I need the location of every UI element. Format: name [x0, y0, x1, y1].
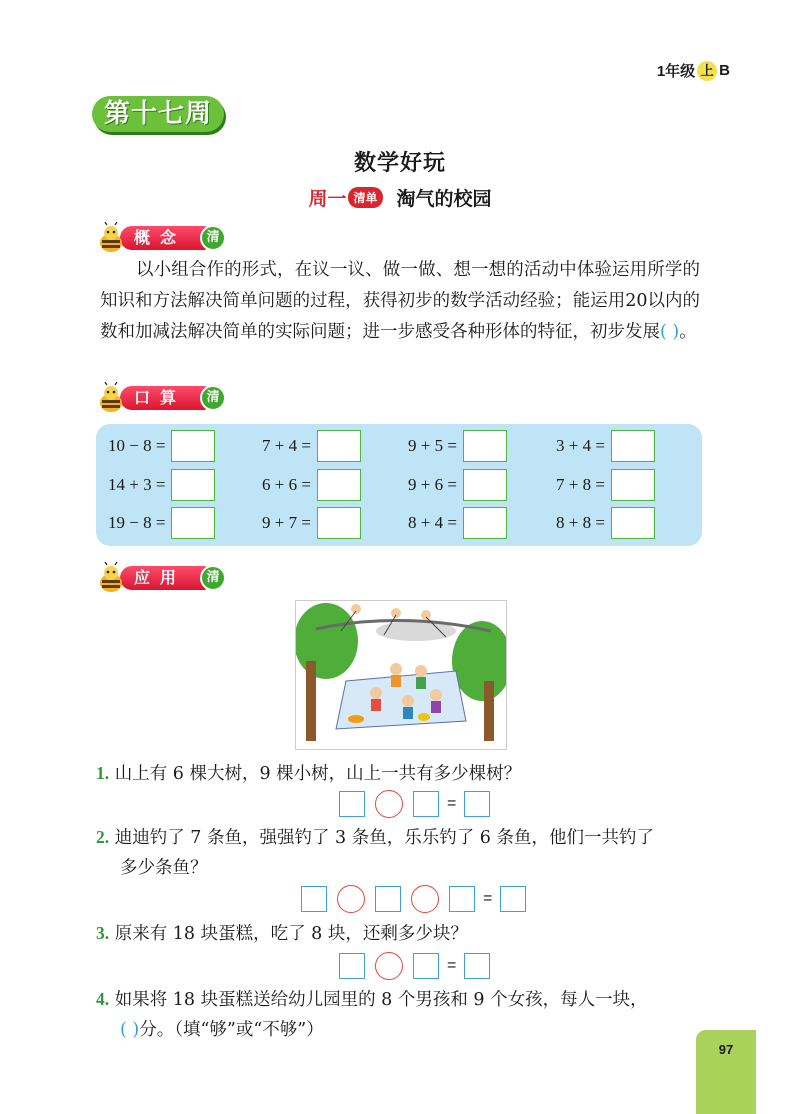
qing-badge: 清 [200, 565, 226, 591]
checklist-badge: 清单 [348, 187, 382, 208]
operator-circle[interactable] [337, 885, 365, 913]
answer-box[interactable] [611, 507, 655, 539]
operator-circle[interactable] [411, 885, 439, 913]
calc-expression: 8 + 4 = [408, 513, 457, 532]
calc-expression: 9 + 6 = [408, 475, 457, 494]
operator-circle[interactable] [375, 790, 403, 818]
calc-item [408, 507, 507, 539]
equals-sign: = [447, 795, 457, 812]
answer-box[interactable] [463, 469, 507, 501]
answer-box[interactable] [611, 469, 655, 501]
page-number: 97 [696, 1030, 756, 1114]
problem-number: 1. [96, 763, 110, 783]
equation-3 [333, 952, 496, 980]
problem-number: 2. [96, 827, 110, 847]
problem-4 [96, 984, 706, 1045]
problem-text: 迪迪钓了 7 条鱼，强强钓了 3 条鱼，乐乐钓了 6 条鱼，他们一共钓了 [114, 828, 654, 848]
equals-sign: = [447, 957, 457, 974]
qing-badge: 清 [200, 385, 226, 411]
equation-1 [333, 790, 496, 818]
calc-expression: 8 + 8 = [556, 513, 605, 532]
calc-item [556, 469, 655, 501]
answer-box[interactable] [317, 430, 361, 462]
problem-3 [96, 918, 706, 949]
bee-mascot-icon [96, 382, 126, 414]
qing-badge: 清 [200, 225, 226, 251]
page-title: 数学好玩 [353, 151, 446, 176]
answer-box[interactable] [463, 430, 507, 462]
equals-sign: = [483, 890, 493, 907]
grade-suffix: B [719, 62, 730, 79]
lesson-subtitle [0, 184, 800, 211]
calc-expression: 19 − 8 = [108, 513, 166, 532]
answer-box[interactable] [171, 469, 215, 501]
calc-item [262, 507, 361, 539]
result-box[interactable] [464, 791, 490, 817]
answer-box[interactable] [317, 507, 361, 539]
problem-text: 如果将 18 块蛋糕送给幼儿园里的 8 个男孩和 9 个女孩，每人一块， [114, 990, 648, 1010]
calc-expression: 9 + 5 = [408, 436, 457, 455]
answer-box[interactable] [611, 430, 655, 462]
section-label: 概念 [120, 226, 208, 250]
calc-item [108, 507, 215, 539]
operator-circle[interactable] [375, 952, 403, 980]
result-box[interactable] [464, 953, 490, 979]
day-label: 周一 [308, 188, 347, 210]
week-badge: 第十七周 [92, 96, 224, 132]
problem-number: 3. [96, 923, 110, 943]
grade-label [657, 60, 730, 81]
problem-2 [96, 822, 706, 883]
problem-text-cont: 多少条鱼？ [120, 858, 208, 878]
section-tag-oral [96, 382, 226, 414]
number-box[interactable] [375, 886, 401, 912]
calc-expression: 10 − 8 = [108, 436, 166, 455]
section-label: 应用 [120, 566, 208, 590]
number-box[interactable] [301, 886, 327, 912]
calc-expression: 6 + 6 = [262, 475, 311, 494]
calc-expression: 3 + 4 = [556, 436, 605, 455]
concept-blank[interactable]: ( ) [660, 322, 680, 342]
calc-expression: 7 + 8 = [556, 475, 605, 494]
problem-number: 4. [96, 989, 110, 1009]
calc-item [108, 469, 215, 501]
concept-paragraph [100, 255, 700, 348]
calc-item [108, 430, 215, 462]
answer-box[interactable] [317, 469, 361, 501]
bee-mascot-icon [96, 562, 126, 594]
number-box[interactable] [339, 953, 365, 979]
concept-end: 。 [679, 322, 697, 342]
number-box[interactable] [449, 886, 475, 912]
section-tag-application [96, 562, 226, 594]
equation-2 [295, 885, 532, 913]
number-box[interactable] [413, 953, 439, 979]
problem-text: 原来有 18 块蛋糕，吃了 8 块，还剩多少块？ [114, 924, 468, 944]
problem-text: 山上有 6 棵大树，9 棵小树，山上一共有多少棵树？ [114, 764, 522, 784]
answer-box[interactable] [463, 507, 507, 539]
answer-blank[interactable]: ( ) [120, 1020, 140, 1040]
lesson-topic: 淘气的校园 [396, 188, 492, 210]
answer-box[interactable] [171, 507, 215, 539]
grade-prefix: 1年级 [656, 63, 696, 80]
problem-text-cont: 分。（填“够”或“不够”） [139, 1020, 324, 1040]
picnic-illustration [295, 600, 507, 750]
calc-item [556, 507, 655, 539]
calc-item [408, 430, 507, 462]
calc-item [556, 430, 655, 462]
calc-item [262, 469, 361, 501]
number-box[interactable] [413, 791, 439, 817]
number-box[interactable] [339, 791, 365, 817]
grade-term-mark: 上 [697, 61, 717, 81]
section-tag-concept [96, 222, 226, 254]
answer-box[interactable] [171, 430, 215, 462]
section-label: 口算 [120, 386, 208, 410]
calc-expression: 7 + 4 = [262, 436, 311, 455]
result-box[interactable] [500, 886, 526, 912]
calc-item [262, 430, 361, 462]
calc-expression: 14 + 3 = [108, 475, 166, 494]
calc-expression: 9 + 7 = [262, 513, 311, 532]
concept-text: 以小组合作的形式，在议一议、做一做、想一想的活动中体验运用所学的知识和方法解决简单问题的过程，获得初步的数学活动经验；能运用20以内的数和加减法解决简单的实际问题；进一步感受各种形体的特征，初步发展 [100, 260, 700, 342]
calc-item [408, 469, 507, 501]
problem-1 [96, 758, 706, 789]
oral-calc-box [96, 424, 702, 546]
bee-mascot-icon [96, 222, 126, 254]
